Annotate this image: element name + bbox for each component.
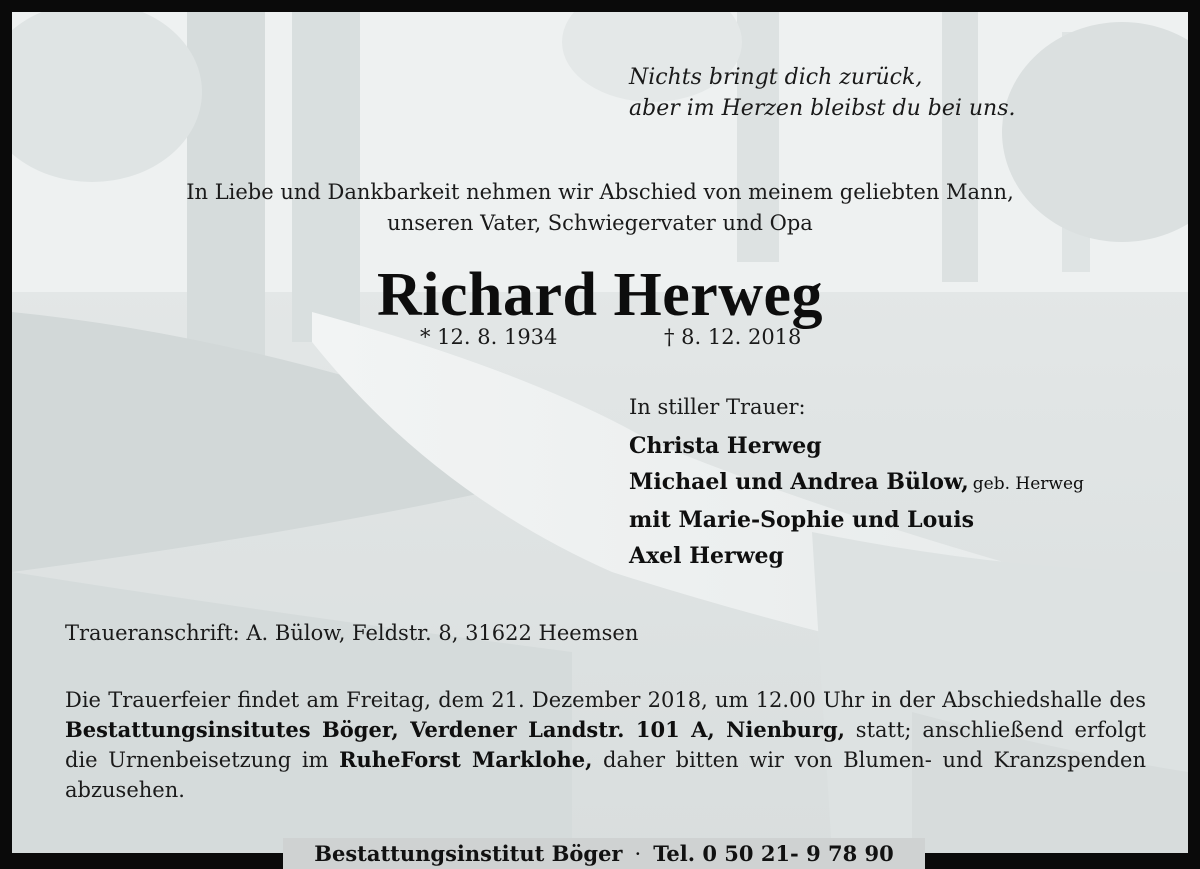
intro-line-1: In Liebe und Dankbarkeit nehmen wir Abschied von meinem geliebten Mann,: [186, 180, 1014, 204]
intro-line-2: unseren Vater, Schwiegervater und Opa: [387, 211, 813, 235]
mourner-item: [629, 502, 1084, 538]
epigraph-quote: [629, 62, 1016, 124]
footer-separator: ·: [634, 841, 642, 866]
ceremony-text-1: Die Trauerfeier findet am Freitag, dem 21. Dezember 2018, um 12.00 Uhr in der Abschiedshalle des: [65, 688, 1146, 712]
funeral-home-name: Bestattungsinstitut Böger: [314, 841, 623, 866]
quote-line-2: aber im Herzen bleibst du bei uns.: [629, 96, 1016, 121]
funeral-home-footer: [283, 838, 925, 869]
notice-content: [12, 12, 1188, 853]
mourner-name: mit Marie-Sophie und Louis: [629, 507, 975, 533]
ceremony-venue: Bestattungsinsitutes Böger, Verdener Landstr. 101 A, Nienburg,: [65, 717, 845, 742]
mourner-note: geb. Herweg: [972, 474, 1084, 494]
mourning-address: Traueranschrift: A. Bülow, Feldstr. 8, 31622 Heemsen: [65, 621, 639, 645]
mourners-heading: In stiller Trauer:: [629, 395, 806, 419]
mourner-name: Christa Herweg: [629, 433, 822, 459]
birth-date: * 12. 8. 1934: [420, 325, 558, 349]
death-date: † 8. 12. 2018: [664, 325, 802, 349]
mourner-name: Michael und Andrea Bülow,: [629, 469, 969, 495]
ceremony-details: [65, 685, 1146, 805]
farewell-intro: [12, 177, 1188, 239]
mourner-name: Axel Herweg: [629, 543, 784, 569]
mourner-item: [629, 538, 1084, 574]
mourner-item: [629, 428, 1084, 464]
ceremony-text-2: statt; anschließend erfolgt die Urnenbeisetzung im: [65, 718, 1146, 772]
burial-forest: RuheForst Marklohe,: [339, 747, 593, 772]
ceremony-text-3: daher bitten wir von Blumen- und Kranzspenden abzusehen.: [65, 748, 1147, 802]
mourners-block: [629, 390, 1084, 574]
mourner-item: [629, 464, 1084, 502]
funeral-home-phone: Tel. 0 50 21- 9 78 90: [653, 841, 894, 866]
quote-line-1: Nichts bringt dich zurück,: [629, 65, 923, 90]
deceased-name: Richard Herweg: [376, 261, 824, 329]
mourners-list: [629, 428, 1084, 574]
